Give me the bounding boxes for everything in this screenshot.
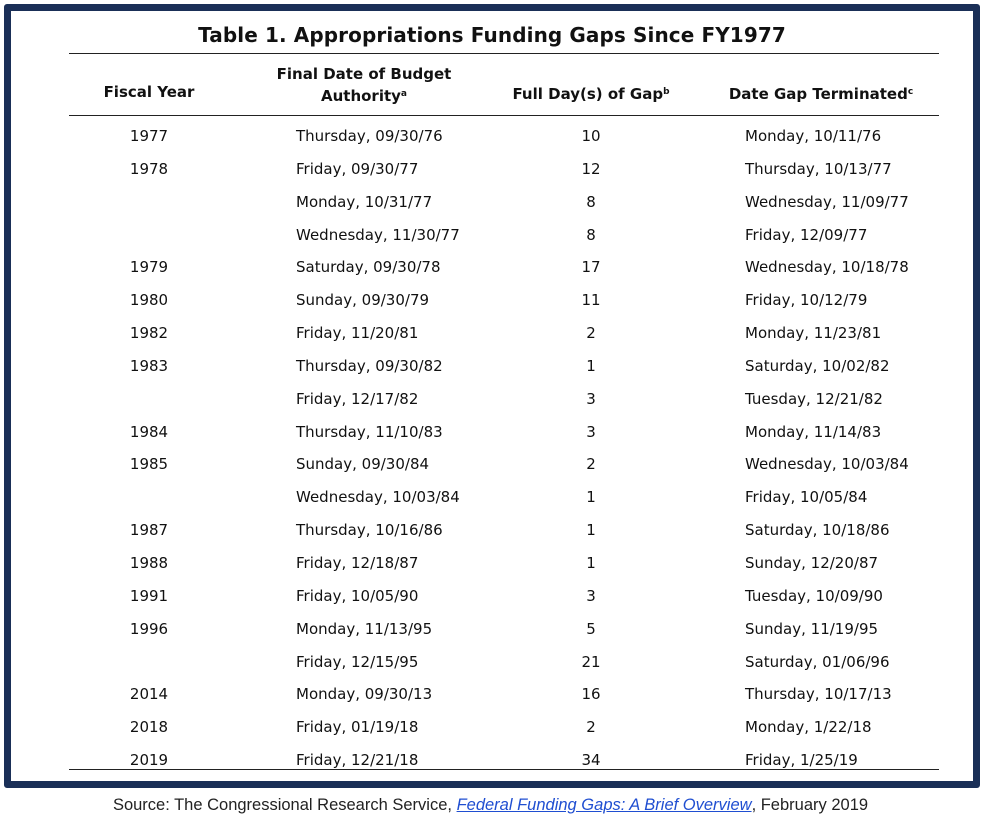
cell-date-terminated: Sunday, 11/19/95 [745,619,879,638]
table-row [11,579,973,612]
cell-fiscal-year: 1991 [129,586,169,605]
cell-full-days: 2 [586,718,596,737]
header-fiscal-year [69,82,229,102]
table-row [11,415,973,448]
cell-full-days: 1 [586,488,596,507]
cell-date-terminated: Wednesday, 10/18/78 [745,258,909,277]
cell-full-days: 11 [581,291,601,310]
header-final-date-line2: Authority [320,87,401,105]
table-title: Table 1. Appropriations Funding Gaps Since FY1977 [198,23,786,47]
cell-date-terminated: Tuesday, 12/21/82 [745,389,883,408]
footnote-c-marker: c [907,87,914,97]
source-prefix: Source: The Congressional Research Service, [112,796,457,814]
cell-full-days: 1 [586,356,596,375]
cell-final-date: Sunday, 09/30/79 [296,291,430,310]
cell-date-terminated: Saturday, 10/02/82 [745,356,890,375]
cell-final-date: Friday, 11/20/81 [296,324,419,343]
cell-date-terminated: Monday, 11/14/83 [745,422,882,441]
table-row [11,743,973,776]
cell-final-date: Friday, 12/17/82 [296,389,419,408]
cell-final-date: Friday, 01/19/18 [296,718,419,737]
cell-date-terminated: Thursday, 10/13/77 [745,159,892,178]
table-row [11,250,973,283]
table-row [11,612,973,645]
cell-final-date: Friday, 12/18/87 [296,553,419,572]
source-suffix: , February 2019 [751,796,869,814]
cell-date-terminated: Wednesday, 11/09/77 [745,192,909,211]
cell-fiscal-year: 1980 [129,291,169,310]
table-row [11,546,973,579]
cell-fiscal-year: 1977 [129,127,169,145]
cell-fiscal-year: 1987 [129,521,169,540]
cell-final-date: Friday, 12/21/18 [296,751,419,770]
table-row [11,218,973,251]
cell-fiscal-year: 1988 [129,553,169,572]
header-full-days-label: Full Day(s) of Gap [512,85,664,103]
header-date-terminated-label: Date Gap Terminated [728,85,908,103]
cell-final-date: Friday, 12/15/95 [296,652,419,671]
title-rule [69,53,939,54]
cell-fiscal-year: 2018 [129,718,169,737]
cell-full-days: 8 [586,192,596,211]
cell-date-terminated: Sunday, 12/20/87 [745,553,879,572]
cell-date-terminated: Tuesday, 10/09/90 [745,586,883,605]
source-citation [0,796,981,815]
cell-date-terminated: Friday, 10/12/79 [745,291,868,310]
table-row [11,645,973,678]
table-row [11,710,973,743]
cell-final-date: Thursday, 11/10/83 [296,422,443,441]
cell-full-days: 1 [586,553,596,572]
cell-date-terminated: Friday, 12/09/77 [745,225,868,244]
cell-fiscal-year: 1984 [129,422,169,441]
source-link[interactable]: Federal Funding Gaps: A Brief Overview [456,796,752,814]
cell-final-date: Wednesday, 10/03/84 [296,488,460,507]
cell-date-terminated: Saturday, 10/18/86 [745,521,890,540]
cell-fiscal-year: 1978 [129,159,169,178]
header-rule [69,115,939,116]
table-body [11,119,973,776]
cell-final-date: Friday, 09/30/77 [296,159,419,178]
table-row [11,677,973,710]
cell-final-date: Monday, 10/31/77 [296,192,433,211]
cell-fiscal-year: 2019 [129,751,169,770]
cell-full-days: 3 [586,422,596,441]
table-row [11,283,973,316]
cell-date-terminated: Friday, 1/25/19 [745,751,858,770]
cell-final-date: Monday, 09/30/13 [296,685,433,704]
table-row [11,480,973,513]
cell-fiscal-year: 2014 [129,685,169,704]
table-row [11,119,973,152]
header-full-days [496,82,686,104]
cell-date-terminated: Wednesday, 10/03/84 [745,455,909,474]
cell-full-days: 3 [586,389,596,408]
header-fiscal-year-label: Fiscal Year [103,83,195,101]
table-row [11,513,973,546]
cell-full-days: 8 [586,225,596,244]
cell-fiscal-year: 1985 [129,455,169,474]
header-final-date [249,64,479,106]
header-final-date-line1: Final Date of Budget [276,65,452,83]
cell-full-days: 16 [581,685,601,704]
cell-date-terminated: Monday, 11/23/81 [745,324,882,343]
cell-full-days: 2 [586,324,596,343]
cell-final-date: Friday, 10/05/90 [296,586,419,605]
table-row [11,349,973,382]
cell-full-days: 3 [586,586,596,605]
cell-date-terminated: Monday, 10/11/76 [745,127,882,145]
cell-fiscal-year: 1979 [129,258,169,277]
cell-full-days: 12 [581,159,601,178]
cell-full-days: 1 [586,521,596,540]
table-row [11,447,973,480]
cell-date-terminated: Monday, 1/22/18 [745,718,872,737]
cell-final-date: Saturday, 09/30/78 [296,258,441,277]
table-row [11,185,973,218]
cell-full-days: 34 [581,751,601,770]
cell-final-date: Thursday, 09/30/82 [296,356,443,375]
cell-fiscal-year: 1982 [129,324,169,343]
footnote-b-marker: b [663,87,670,97]
table-frame [4,4,980,788]
cell-final-date: Sunday, 09/30/84 [296,455,430,474]
cell-final-date: Thursday, 10/16/86 [296,521,443,540]
cell-full-days: 21 [581,652,601,671]
cell-final-date: Thursday, 09/30/76 [296,127,443,145]
cell-fiscal-year: 1983 [129,356,169,375]
cell-date-terminated: Saturday, 01/06/96 [745,652,890,671]
cell-full-days: 2 [586,455,596,474]
table-row [11,382,973,415]
cell-fiscal-year: 1996 [129,619,169,638]
cell-full-days: 5 [586,619,596,638]
footnote-a-marker: a [400,89,407,99]
cell-full-days: 17 [581,258,601,277]
header-date-terminated [701,82,941,104]
cell-full-days: 10 [581,127,601,145]
cell-final-date: Monday, 11/13/95 [296,619,433,638]
table-row [11,152,973,185]
bottom-rule [69,769,939,770]
cell-date-terminated: Thursday, 10/17/13 [745,685,892,704]
table-row [11,316,973,349]
cell-final-date: Wednesday, 11/30/77 [296,225,460,244]
cell-date-terminated: Friday, 10/05/84 [745,488,868,507]
